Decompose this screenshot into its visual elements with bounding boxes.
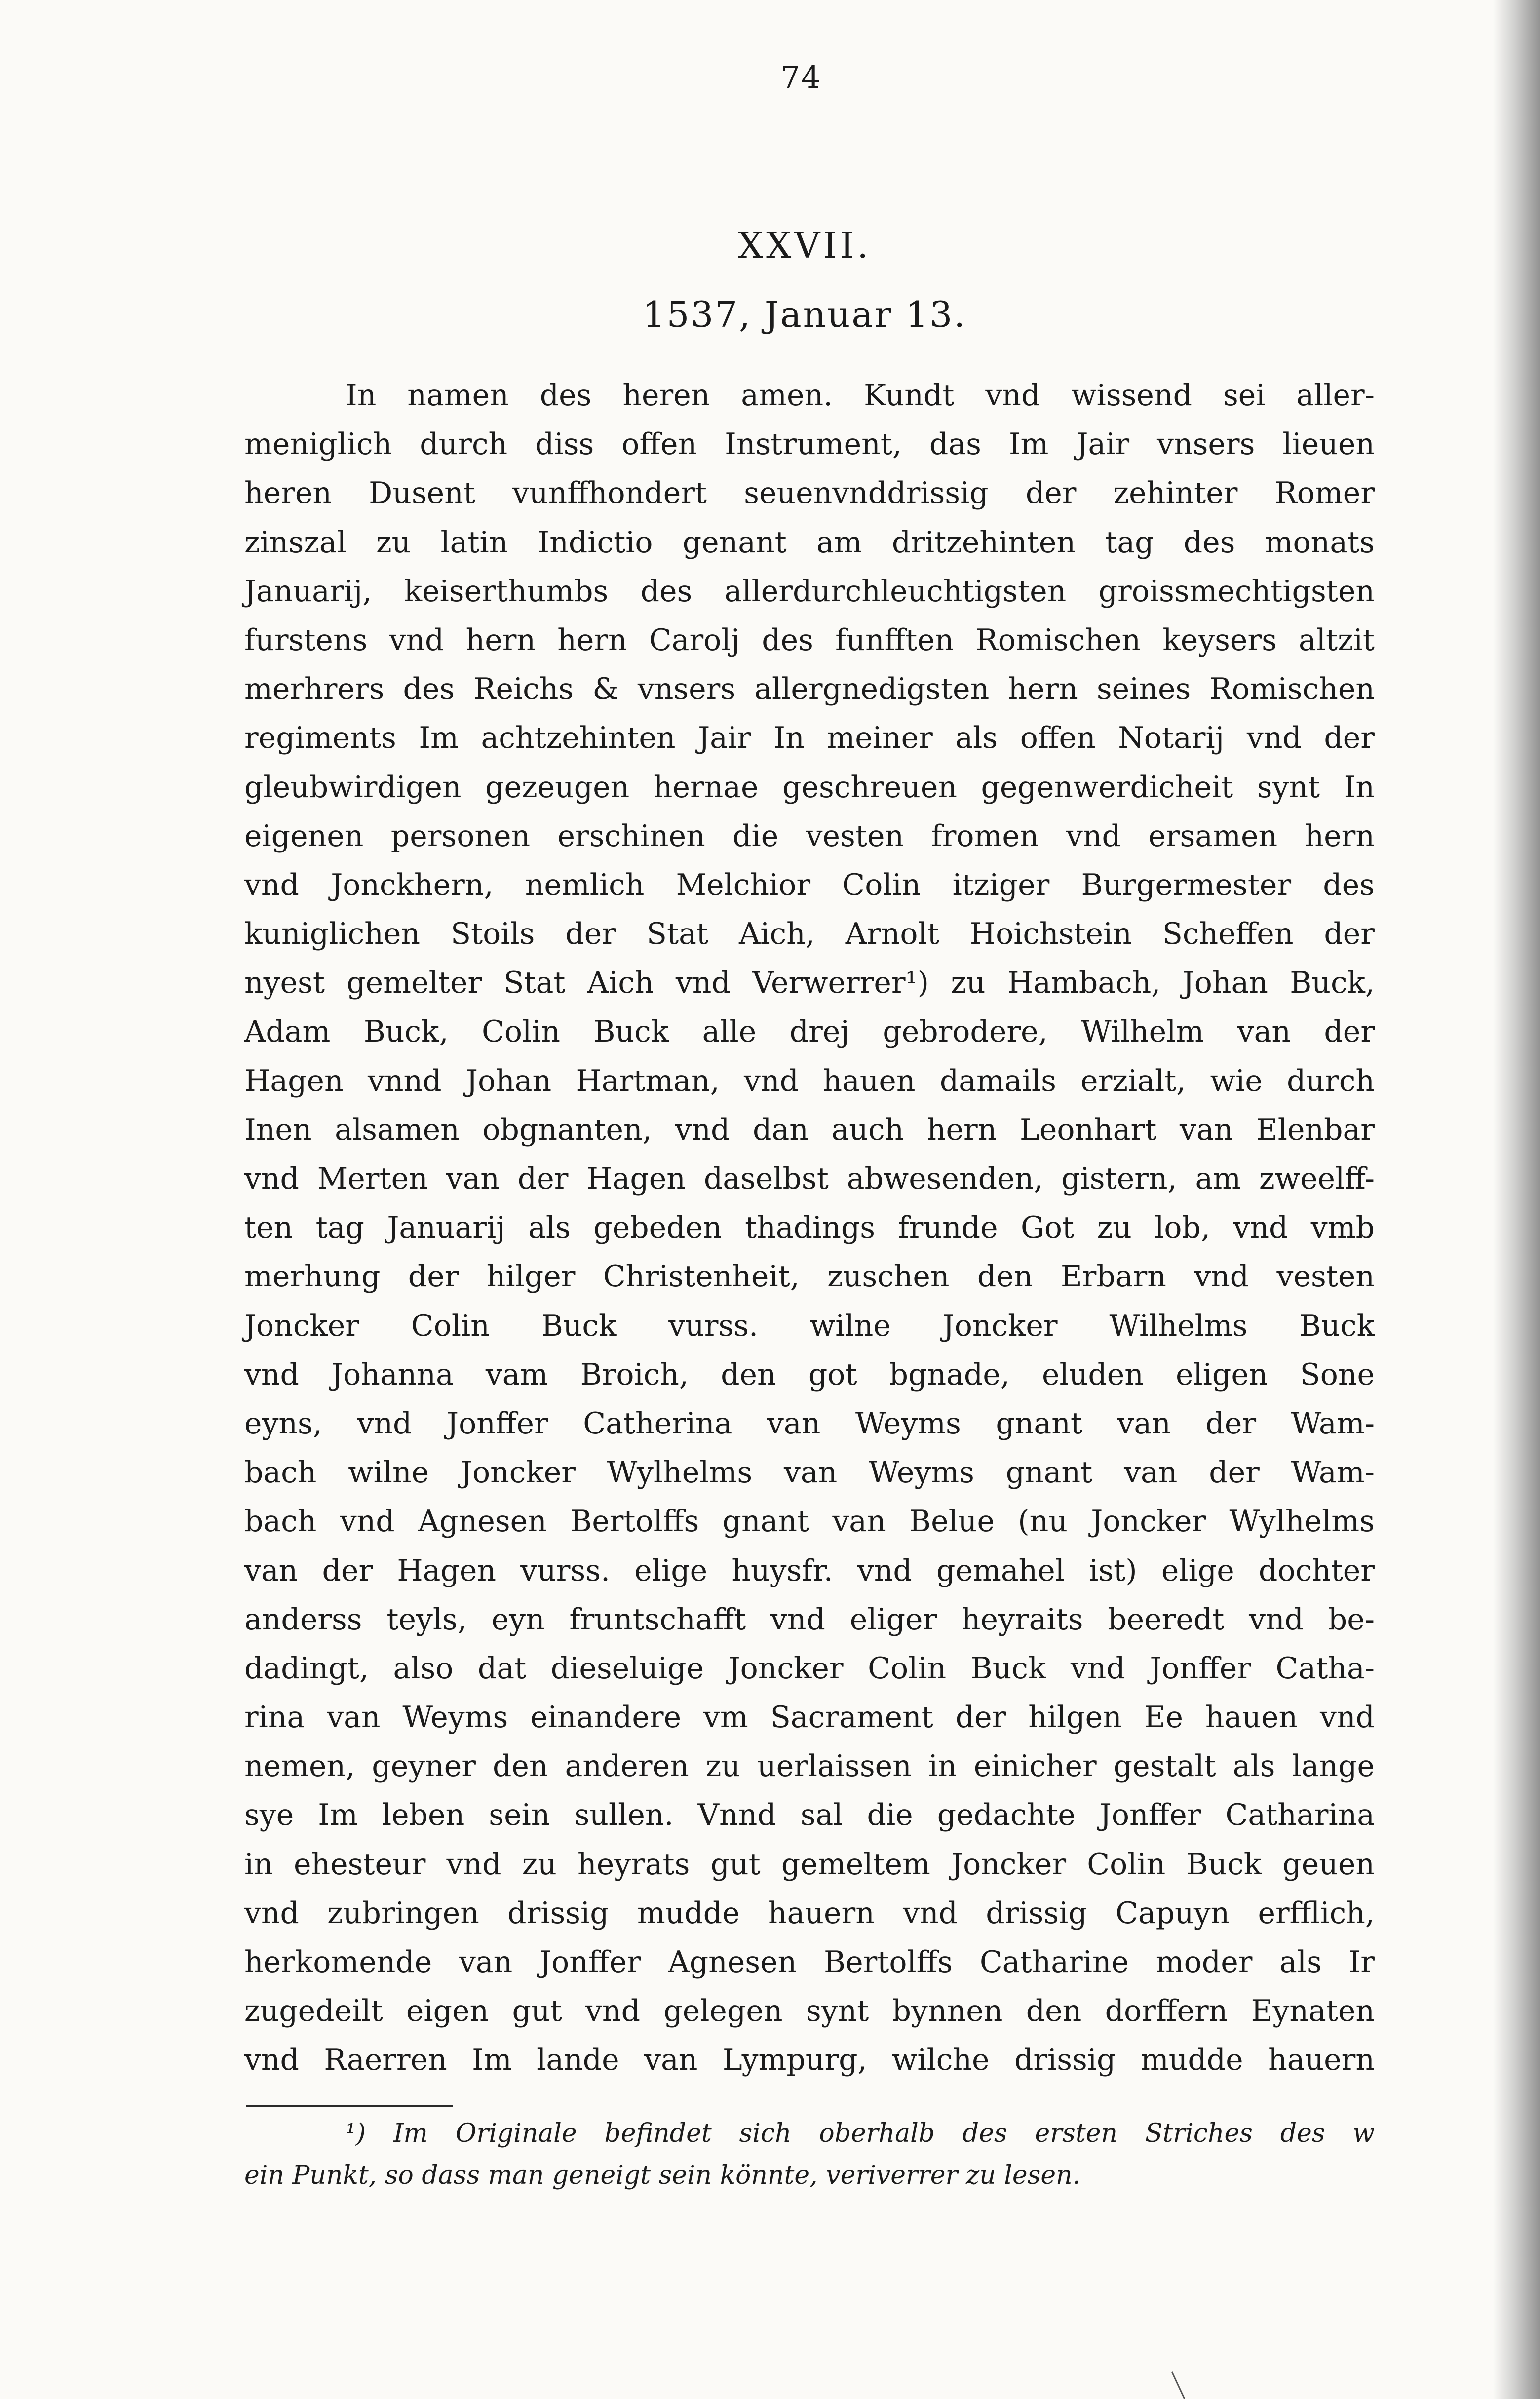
text-line: eyns, vnd Jonffer Catherina van Weyms gnant van der Wam- xyxy=(244,1406,1375,1441)
text-line: vnd Raerren Im lande van Lympurg, wilche drissig mudde hauern xyxy=(244,2043,1375,2078)
text-line: merhung der hilger Christenheit, zuschen den Erbarn vnd vesten xyxy=(244,1259,1375,1294)
page-number: 74 xyxy=(780,59,822,95)
text-line: Hagen vnnd Johan Hartman, vnd hauen damails erzialt, wie durch xyxy=(244,1063,1375,1098)
text-line: gleubwirdigen gezeugen hernae geschreuen gegenwerdicheit synt In xyxy=(244,770,1375,805)
text-line: in ehesteur vnd zu heyrats gut gemeltem Joncker Colin Buck geuen xyxy=(244,1847,1375,1882)
text-line: nyest gemelter Stat Aich vnd Verwerrer¹) zu Hambach, Johan Buck, xyxy=(244,966,1375,1001)
text-line: sye Im leben sein sullen. Vnnd sal die gedachte Jonffer Catharina xyxy=(244,1798,1375,1833)
text-line: dadingt, also dat dieseluige Joncker Colin Buck vnd Jonffer Catha- xyxy=(244,1651,1375,1686)
text-line: vnd Jonckhern, nemlich Melchior Colin itziger Burgermester des xyxy=(244,867,1375,902)
document-body xyxy=(244,371,1375,2085)
text-line: bach wilne Joncker Wylhelms van Weyms gnant van der Wam- xyxy=(244,1455,1375,1490)
text-line: Inen alsamen obgnanten, vnd dan auch hern Leonhart van Elenbar xyxy=(244,1112,1375,1147)
footnote-divider xyxy=(246,2105,453,2107)
footnote-line: ¹) Im Originale befindet sich oberhalb des ersten Striches des w xyxy=(346,2119,1375,2148)
text-line: Januarij, keiserthumbs des allerdurchleuchtigsten groissmechtigsten xyxy=(244,574,1375,609)
text-line: kuniglichen Stoils der Stat Aich, Arnolt Hoichstein Scheffen der xyxy=(244,917,1375,952)
footnote xyxy=(244,2113,1375,2197)
text-line: nemen, geyner den anderen zu uerlaissen in einicher gestalt als lange xyxy=(244,1749,1375,1784)
text-line: vnd zubringen drissig mudde hauern vnd drissig Capuyn erfflich, xyxy=(244,1896,1375,1931)
text-line: anderss teyls, eyn fruntschafft vnd eliger heyraits beeredt vnd be- xyxy=(244,1602,1375,1637)
footnote-line: ein Punkt, so dass man geneigt sein könnte, veriverrer zu lesen. xyxy=(244,2161,1081,2190)
text-line: furstens vnd hern hern Carolj des funfften Romischen keysers altzit xyxy=(244,622,1375,658)
text-line: meniglich durch diss offen Instrument, das Im Jair vnsers lieuen xyxy=(244,427,1375,462)
text-line: Adam Buck, Colin Buck alle drej gebrodere, Wilhelm van der xyxy=(244,1014,1375,1049)
text-line: vnd Johanna vam Broich, den got bgnade, eluden eligen Sone xyxy=(244,1357,1375,1392)
text-line: zugedeilt eigen gut vnd gelegen synt bynnen den dorffern Eynaten xyxy=(244,1994,1375,2029)
text-line: regiments Im achtzehinten Jair In meiner als offen Notarij vnd der xyxy=(244,721,1375,756)
text-line: Joncker Colin Buck vurss. wilne Joncker Wilhelms Buck xyxy=(244,1308,1375,1343)
text-line: In namen des heren amen. Kundt vnd wissend sei aller- xyxy=(346,378,1375,413)
text-line: zinszal zu latin Indictio genant am dritzehinten tag des monats xyxy=(244,525,1375,560)
text-line: merhrers des Reichs & vnsers allergnedigsten hern seines Romischen xyxy=(244,672,1375,707)
document-date: 1537, Januar 13. xyxy=(642,294,967,335)
text-line: bach vnd Agnesen Bertolffs gnant van Belue (nu Joncker Wylhelms xyxy=(244,1504,1375,1539)
scan-edge-shadow xyxy=(1493,0,1540,2399)
text-line: heren Dusent vunffhondert seuenvnddrissig der zehinter Romer xyxy=(244,476,1375,511)
text-line: vnd Merten van der Hagen daselbst abwesenden, gistern, am zweelff- xyxy=(244,1161,1375,1196)
scan-mark xyxy=(1171,2369,1190,2399)
text-line: ten tag Januarij als gebeden thadings frunde Got zu lob, vnd vmb xyxy=(244,1210,1375,1245)
text-line: herkomende van Jonffer Agnesen Bertolffs Catharine moder als Ir xyxy=(244,1945,1375,1979)
text-line: eigenen personen erschinen die vesten fromen vnd ersamen hern xyxy=(244,818,1375,853)
text-line: van der Hagen vurss. elige huysfr. vnd gemahel ist) elige dochter xyxy=(244,1553,1375,1588)
text-line: rina van Weyms einandere vm Sacrament der hilgen Ee hauen vnd xyxy=(244,1700,1375,1735)
document-number: XXVII. xyxy=(737,225,872,266)
